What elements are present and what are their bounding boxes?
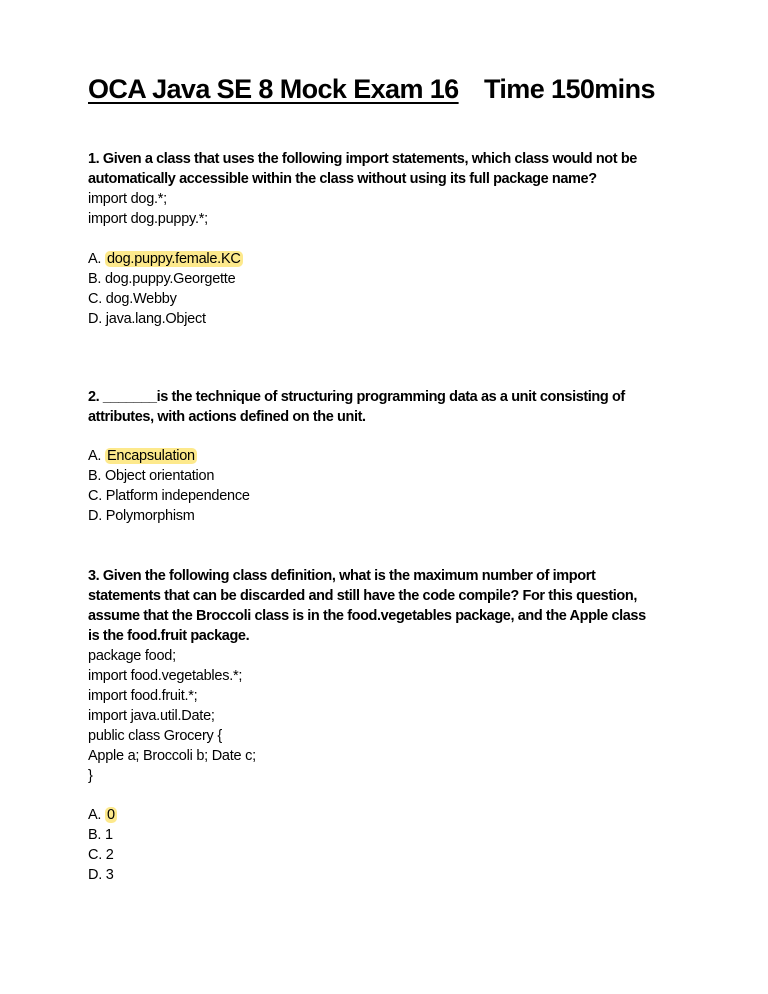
option-c[interactable] [88, 845, 117, 865]
question-3-options [88, 805, 117, 885]
question-stem: 2. _______is the technique of structuring programming data as a unit consisting of [88, 389, 625, 405]
option-text: dog.puppy.Georgette [104, 271, 236, 287]
option-letter: C. [88, 488, 102, 504]
question-1-options [88, 249, 243, 329]
question-stem: statements that can be discarded and still have the code compile? For this question, [88, 588, 637, 604]
code-line: import dog.puppy.*; [88, 211, 208, 227]
question-stem: assume that the Broccoli class is in the food.vegetables package, and the Apple class [88, 608, 646, 624]
option-text: java.lang.Object [105, 311, 206, 327]
code-line: Apple a; Broccoli b; Date c; [88, 748, 256, 764]
option-text: 2 [105, 847, 114, 863]
option-a[interactable] [88, 805, 117, 825]
option-letter: C. [88, 291, 102, 307]
code-line: import java.util.Date; [88, 708, 215, 724]
question-2-options [88, 446, 250, 526]
option-text-highlighted: Encapsulation [106, 448, 195, 464]
option-text: Platform independence [105, 488, 250, 504]
option-a[interactable] [88, 249, 243, 269]
option-c[interactable] [88, 486, 250, 506]
option-d[interactable] [88, 309, 243, 329]
option-letter: D. [88, 508, 102, 524]
option-letter: B. [88, 271, 102, 287]
question-1 [88, 149, 637, 229]
code-line: import dog.*; [88, 191, 167, 207]
option-b[interactable] [88, 466, 250, 486]
option-letter: B. [88, 468, 102, 484]
option-a[interactable] [88, 446, 250, 466]
exam-time: Time 150mins [484, 74, 655, 104]
question-stem: automatically accessible within the class without using its full package name? [88, 171, 597, 187]
option-b[interactable] [88, 825, 117, 845]
page-title [88, 74, 655, 105]
option-text: Polymorphism [105, 508, 195, 524]
option-b[interactable] [88, 269, 243, 289]
option-letter: D. [88, 867, 102, 883]
option-text: Object orientation [104, 468, 215, 484]
question-stem: 3. Given the following class definition, what is the maximum number of import [88, 568, 596, 584]
option-text: 1 [104, 827, 113, 843]
option-letter: D. [88, 311, 102, 327]
option-text: dog.Webby [105, 291, 177, 307]
code-line: public class Grocery { [88, 728, 222, 744]
option-c[interactable] [88, 289, 243, 309]
question-stem: is the food.fruit package. [88, 628, 250, 644]
option-letter: A. [88, 448, 102, 464]
code-line: import food.vegetables.*; [88, 668, 243, 684]
code-line: package food; [88, 648, 176, 664]
code-line: import food.fruit.*; [88, 688, 198, 704]
option-letter: C. [88, 847, 102, 863]
option-text: 3 [105, 867, 114, 883]
question-stem: attributes, with actions defined on the unit. [88, 409, 366, 425]
option-text-highlighted: 0 [106, 807, 115, 823]
code-line: } [88, 768, 93, 784]
option-letter: A. [88, 807, 102, 823]
option-letter: A. [88, 251, 102, 267]
exam-title: OCA Java SE 8 Mock Exam 16 [88, 74, 459, 104]
option-text-highlighted: dog.puppy.female.KC [106, 251, 241, 267]
question-2 [88, 387, 625, 427]
option-d[interactable] [88, 506, 250, 526]
question-3 [88, 566, 646, 786]
question-stem: 1. Given a class that uses the following import statements, which class would not be [88, 151, 637, 167]
option-d[interactable] [88, 865, 117, 885]
option-letter: B. [88, 827, 102, 843]
